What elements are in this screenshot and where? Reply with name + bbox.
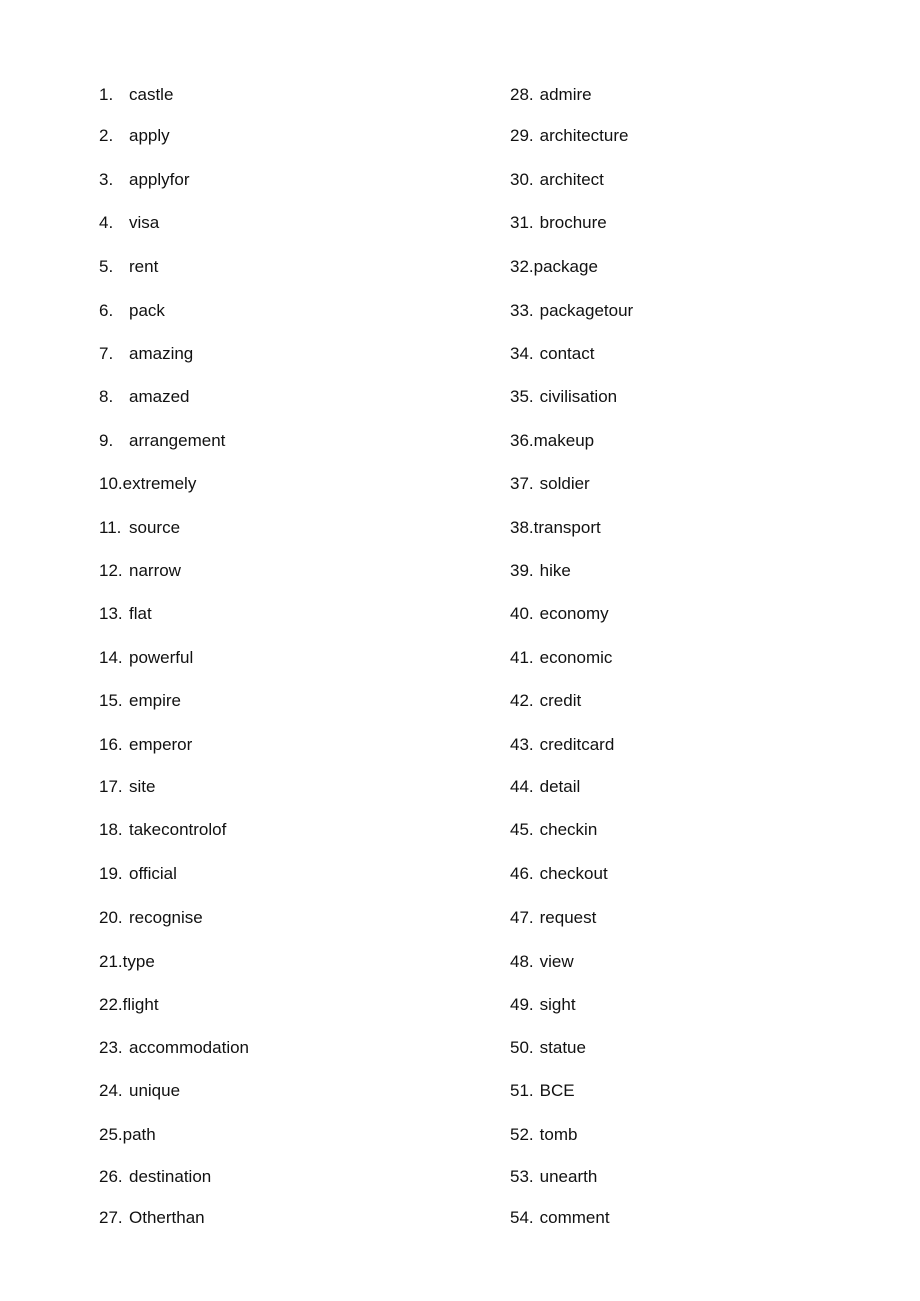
entry-word: arrangement (129, 431, 226, 450)
entry-word: economic (539, 648, 613, 667)
entry-word: transport (533, 518, 601, 537)
entry-word: makeup (533, 431, 595, 450)
word-entry (99, 690, 181, 712)
word-entry (510, 1080, 575, 1102)
entry-number: 25. (99, 1125, 123, 1144)
entry-number: 27. (99, 1208, 123, 1227)
entry-word: unique (129, 1081, 181, 1100)
entry-word: applyfor (129, 170, 190, 189)
entry-word: economy (539, 604, 609, 623)
word-entry (510, 430, 594, 452)
entry-number: 33. (510, 301, 534, 320)
word-entry (99, 1124, 156, 1146)
word-entry (99, 256, 158, 278)
word-entry (510, 343, 594, 365)
entry-word: sight (539, 995, 576, 1014)
entry-number: 11. (99, 518, 122, 537)
entry-word: rent (129, 257, 159, 276)
entry-number: 3. (99, 170, 114, 189)
entry-word: detail (539, 777, 581, 796)
entry-word: amazed (129, 387, 190, 406)
word-entry (510, 125, 628, 147)
entry-word: hike (539, 561, 571, 580)
word-entry (99, 343, 193, 365)
entry-word: destination (129, 1167, 212, 1186)
entry-word: tomb (539, 1125, 578, 1144)
entry-word: view (539, 952, 574, 971)
entry-number: 22. (99, 995, 123, 1014)
word-entry (99, 430, 225, 452)
entry-word: checkout (539, 864, 608, 883)
word-entry (99, 300, 165, 322)
entry-number: 51. (510, 1081, 534, 1100)
entry-word: statue (539, 1038, 586, 1057)
word-entry (99, 603, 152, 625)
entry-word: narrow (129, 561, 181, 580)
entry-number: 29. (510, 126, 534, 145)
word-entry (510, 84, 592, 106)
word-entry (510, 1166, 597, 1188)
word-entry (510, 907, 596, 929)
entry-word: powerful (129, 648, 194, 667)
entry-number: 23. (99, 1038, 123, 1057)
word-entry (510, 690, 581, 712)
entry-word: checkin (539, 820, 598, 839)
word-entry (510, 473, 590, 495)
word-entry (510, 300, 633, 322)
word-entry (510, 386, 617, 408)
word-entry (510, 776, 580, 798)
word-entry (510, 734, 614, 756)
entry-word: packagetour (539, 301, 634, 320)
word-entry (99, 473, 196, 495)
entry-number: 32. (510, 257, 534, 276)
word-entry (99, 994, 159, 1016)
entry-number: 19. (99, 864, 123, 883)
entry-word: Otherthan (129, 1208, 205, 1227)
entry-number: 1. (99, 85, 114, 104)
entry-word: accommodation (129, 1038, 250, 1057)
entry-number: 40. (510, 604, 534, 623)
word-entry (99, 386, 189, 408)
word-entry (99, 819, 226, 841)
word-entry (99, 212, 159, 234)
entry-word: site (129, 777, 156, 796)
word-entry (510, 212, 607, 234)
entry-number: 53. (510, 1167, 534, 1186)
entry-number: 20. (99, 908, 123, 927)
word-entry (99, 1037, 249, 1059)
entry-word: contact (539, 344, 595, 363)
entry-number: 36. (510, 431, 534, 450)
word-entry (99, 125, 170, 147)
word-entry (510, 994, 576, 1016)
entry-number: 34. (510, 344, 534, 363)
entry-word: empire (129, 691, 181, 710)
entry-number: 42. (510, 691, 534, 710)
entry-number: 5. (99, 257, 114, 276)
entry-word: emperor (129, 735, 193, 754)
entry-word: soldier (539, 474, 590, 493)
word-entry (510, 863, 608, 885)
entry-word: package (533, 257, 598, 276)
entry-number: 47. (510, 908, 534, 927)
entry-word: architect (539, 170, 604, 189)
entry-number: 17. (99, 777, 123, 796)
word-entry (510, 1124, 577, 1146)
word-entry (99, 647, 193, 669)
entry-word: unearth (539, 1167, 598, 1186)
word-entry (99, 84, 173, 106)
entry-word: civilisation (539, 387, 618, 406)
entry-word: creditcard (539, 735, 615, 754)
word-entry (99, 776, 155, 798)
entry-number: 24. (99, 1081, 123, 1100)
word-entry (99, 734, 192, 756)
entry-word: architecture (539, 126, 629, 145)
entry-number: 31. (510, 213, 534, 232)
entry-word: source (129, 518, 181, 537)
entry-word: official (129, 864, 177, 883)
entry-number: 45. (510, 820, 534, 839)
word-entry (510, 169, 604, 191)
left-word-column (99, 0, 479, 1301)
entry-number: 50. (510, 1038, 534, 1057)
entry-number: 16. (99, 735, 123, 754)
entry-number: 6. (99, 301, 114, 320)
entry-number: 8. (99, 387, 114, 406)
word-entry (510, 256, 598, 278)
entry-word: flat (129, 604, 152, 623)
entry-word: admire (539, 85, 592, 104)
entry-word: comment (539, 1208, 610, 1227)
entry-number: 26. (99, 1167, 123, 1186)
right-word-column (510, 0, 890, 1301)
entry-number: 38. (510, 518, 534, 537)
entry-number: 13. (99, 604, 123, 623)
word-entry (99, 907, 203, 929)
entry-word: request (539, 908, 597, 927)
word-entry (99, 1080, 180, 1102)
entry-number: 35. (510, 387, 534, 406)
entry-word: flight (122, 995, 159, 1014)
entry-word: credit (539, 691, 582, 710)
word-entry (510, 603, 609, 625)
entry-number: 39. (510, 561, 534, 580)
entry-word: castle (129, 85, 174, 104)
word-entry (510, 517, 601, 539)
entry-number: 52. (510, 1125, 534, 1144)
entry-word: apply (129, 126, 170, 145)
entry-number: 41. (510, 648, 534, 667)
entry-word: amazing (129, 344, 194, 363)
entry-number: 2. (99, 126, 114, 145)
entry-number: 18. (99, 820, 123, 839)
entry-number: 9. (99, 431, 114, 450)
entry-word: pack (129, 301, 165, 320)
word-entry (99, 1166, 211, 1188)
entry-number: 12. (99, 561, 123, 580)
entry-number: 10. (99, 474, 123, 493)
word-entry (99, 517, 180, 539)
word-entry (510, 951, 574, 973)
entry-number: 49. (510, 995, 534, 1014)
entry-number: 4. (99, 213, 114, 232)
entry-number: 28. (510, 85, 534, 104)
word-entry (99, 951, 155, 973)
entry-number: 54. (510, 1208, 534, 1227)
entry-word: BCE (539, 1081, 575, 1100)
word-entry (99, 1207, 205, 1229)
entry-number: 44. (510, 777, 534, 796)
word-entry (99, 560, 181, 582)
entry-word: type (122, 952, 155, 971)
entry-number: 15. (99, 691, 123, 710)
word-entry (510, 647, 612, 669)
word-entry (510, 1037, 586, 1059)
word-entry (510, 819, 597, 841)
entry-word: takecontrolof (129, 820, 227, 839)
word-entry (510, 1207, 610, 1229)
entry-number: 43. (510, 735, 534, 754)
entry-word: extremely (122, 474, 197, 493)
word-entry (99, 169, 189, 191)
entry-number: 48. (510, 952, 534, 971)
entry-number: 14. (99, 648, 123, 667)
word-entry (510, 560, 571, 582)
entry-number: 21. (99, 952, 123, 971)
entry-number: 30. (510, 170, 534, 189)
entry-word: visa (129, 213, 160, 232)
entry-number: 37. (510, 474, 534, 493)
entry-word: recognise (129, 908, 203, 927)
entry-word: brochure (539, 213, 607, 232)
entry-word: path (122, 1125, 156, 1144)
entry-number: 7. (99, 344, 114, 363)
word-entry (99, 863, 177, 885)
entry-number: 46. (510, 864, 534, 883)
